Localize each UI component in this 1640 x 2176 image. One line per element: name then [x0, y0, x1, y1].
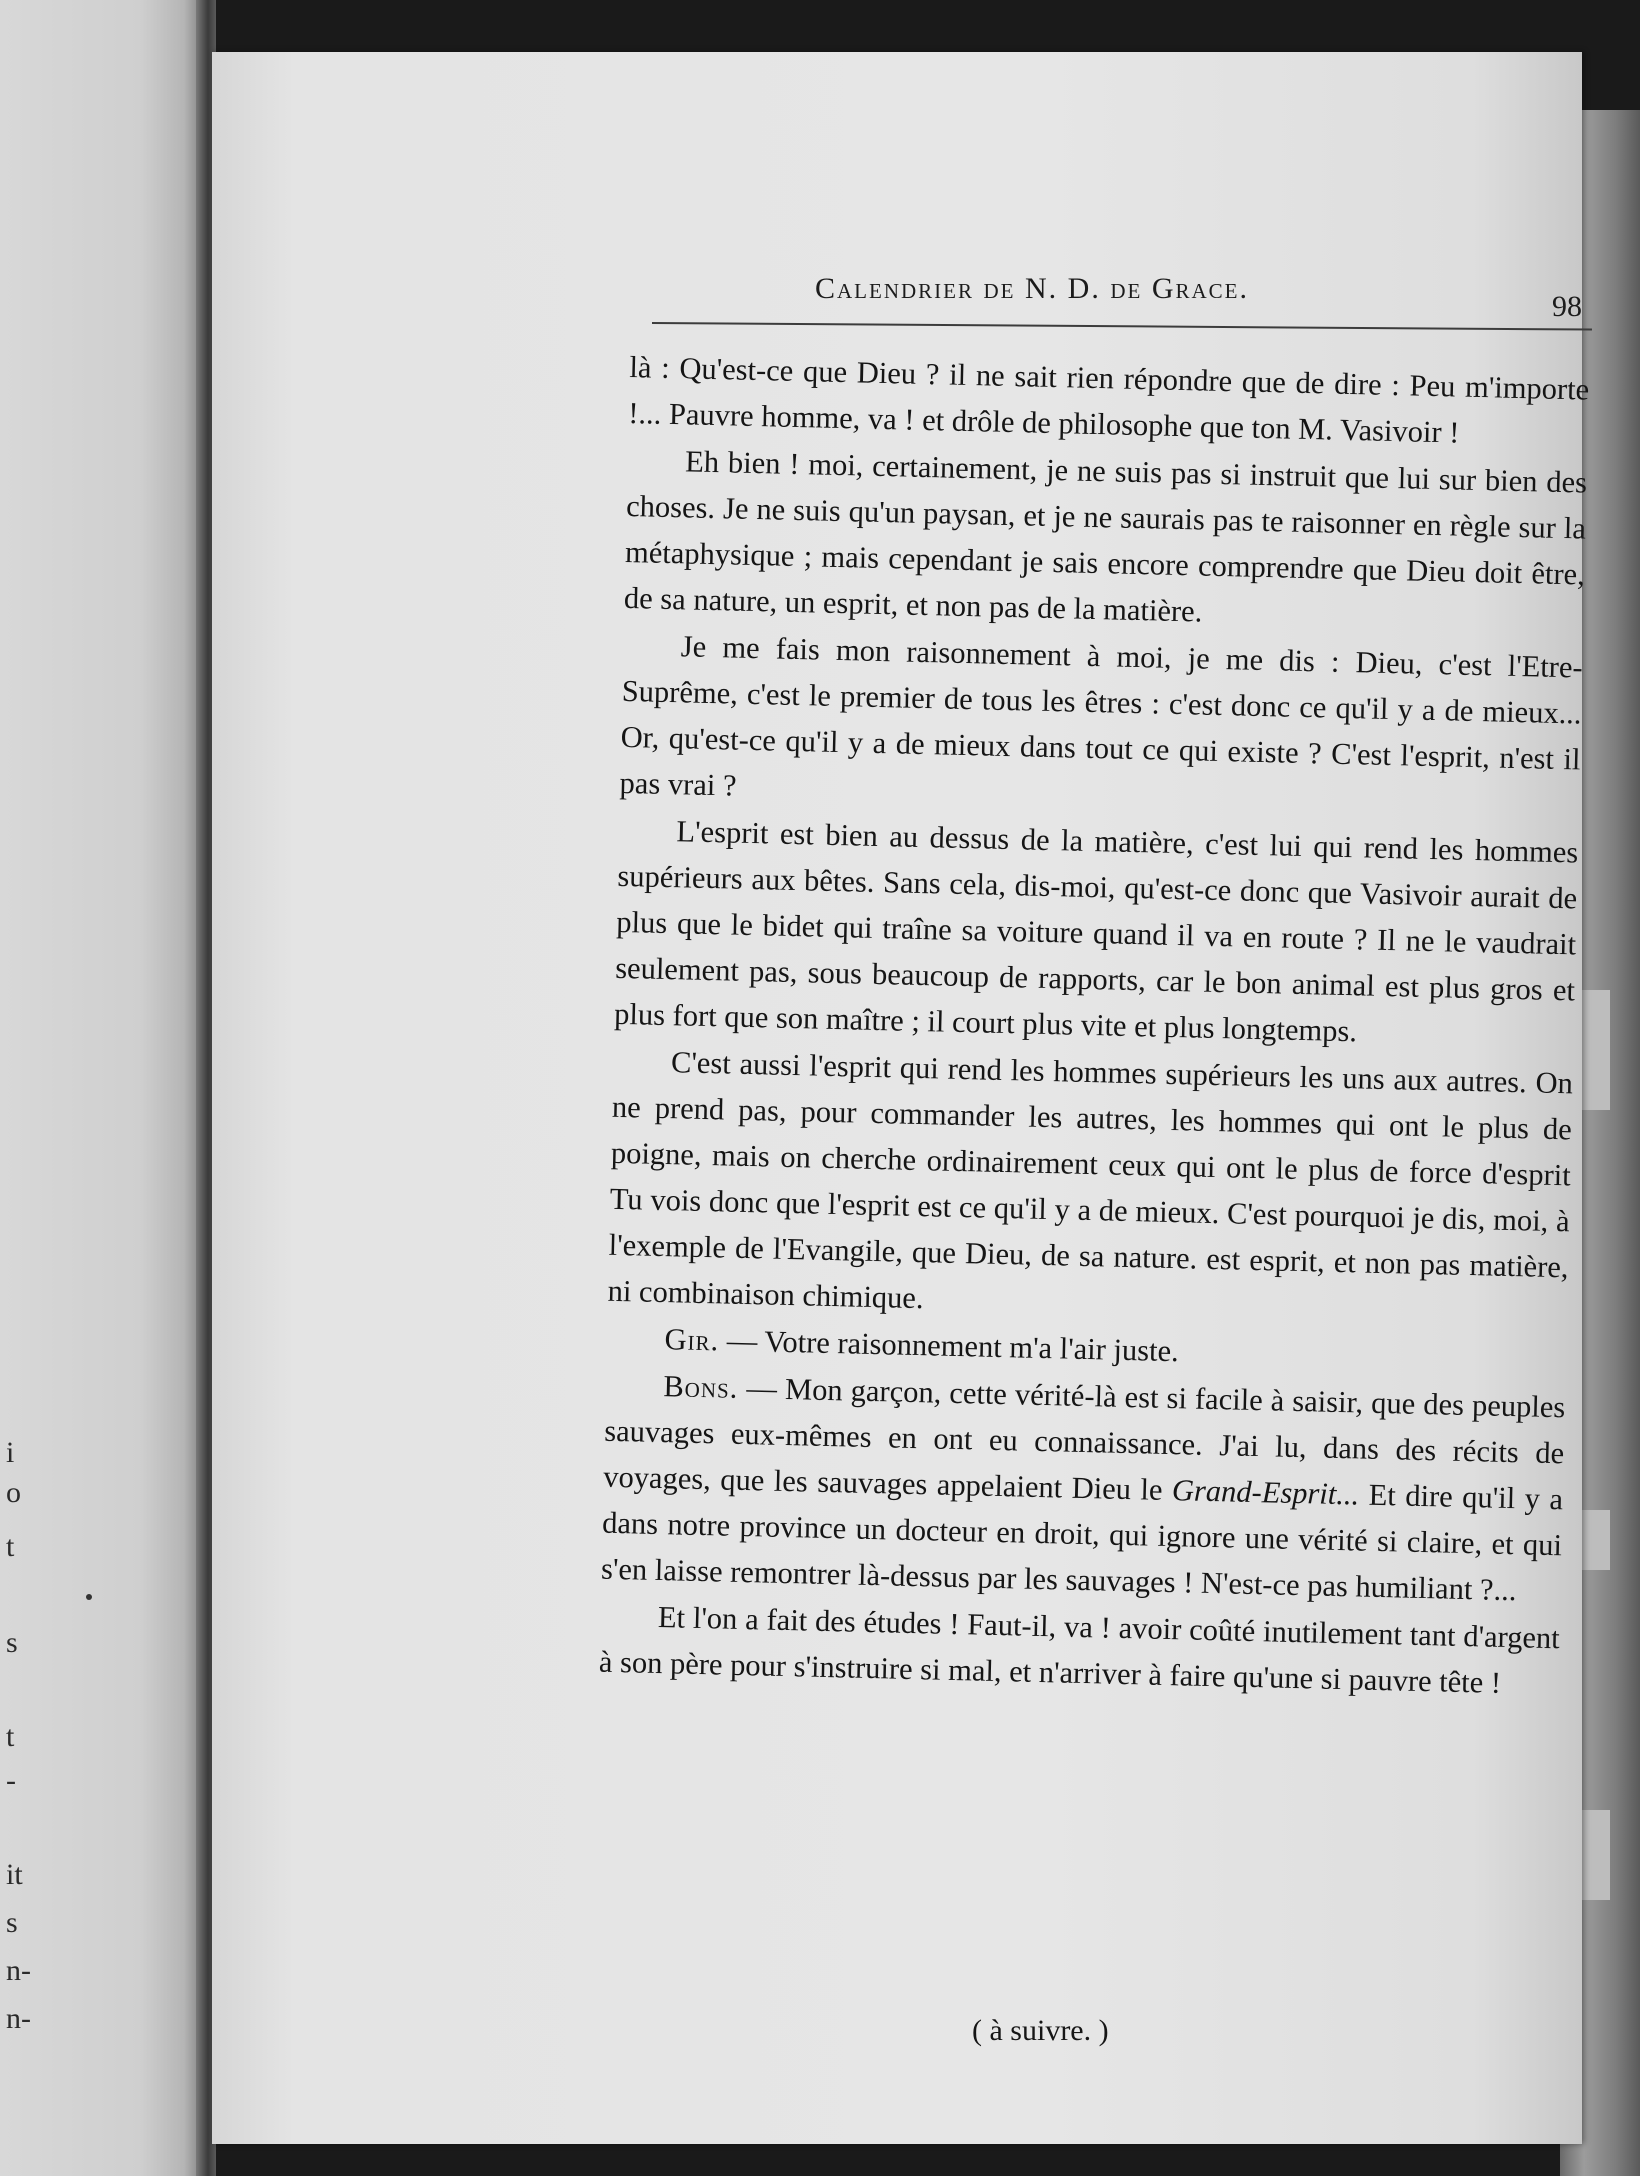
left-fragment: n- — [6, 1954, 31, 1987]
paragraph-text: L'esprit est bien au dessus de la matière, c'est lui qui rend les hommes supérieurs aux bêtes. Sans cela, dis-moi, qu'est-ce donc que Vasivoir aurait de plus que le bidet qui traîne sa voiture quand il va en route ? Il ne le vaudrait seulement pas, sous beaucoup de rapports, car le bon animal est plus gros et plus fort que son maître ; il court plus vite et plus longtemps. — [613, 814, 1579, 1049]
paragraph-text: Je me fais mon raisonnement à moi, je me dis : Dieu, c'est l'Etre-Suprême, c'est le premier de tous les êtres : c'est donc ce qu'il y a de mieux... Or, qu'est-ce qu'il y a de mieux dans tout ce qui existe ? C'est l'esprit, n'est il pas vrai ? — [619, 629, 1584, 803]
paragraph-text: Et l'on a fait des études ! Faut-il, va ! avoir coûté inutilement tant d'argent à son père pour s'instruire si mal, et n'arriver à faire qu'une si pauvre tête ! — [598, 1600, 1561, 1700]
continuation-note: ( à suivre. ) — [972, 2014, 1109, 2047]
speaker-name: Gir. — [664, 1322, 720, 1358]
left-fragment: i — [6, 1436, 15, 1469]
paragraph-text: Eh bien ! moi, certainement, je ne suis pas si instruit que lui sur bien des choses. Je ne suis qu'un paysan, et je ne saurais pas te raisonner en règle sur la métaphysique ; mais cependant je sais encore comprendre que Dieu doit être, de sa nature, un esprit, et non pas de la matière. — [623, 444, 1588, 629]
page-edge-notch — [1580, 1510, 1610, 1570]
paragraph-text: — Mon garçon, cette vérité-là est si facile à saisir, que des peuples sauvages eux-mêmes en ont eu connaissance. J'ai lu, dans des récits de voyages, que les sauvages appelaient Dieu le — [602, 1370, 1566, 1508]
left-fragment: n- — [6, 2002, 31, 2035]
body-text — [598, 344, 1589, 1708]
running-head-title: Calendrier de N. D. de Grace. — [815, 272, 1249, 305]
italic-text: Grand-Esprit... — [1171, 1473, 1360, 1512]
paragraph — [614, 807, 1579, 1060]
page-number: 98 — [1552, 290, 1582, 323]
left-fragment: t — [6, 1530, 15, 1563]
paragraph — [601, 1362, 1566, 1615]
book-page — [212, 52, 1590, 2144]
previous-page-edge — [0, 0, 200, 2176]
left-fragment: s — [6, 1906, 18, 1939]
left-fragment: - — [6, 1764, 16, 1797]
page-edge-notch — [1580, 1810, 1610, 1900]
paragraph — [619, 622, 1583, 829]
paragraph — [607, 1038, 1573, 1337]
ink-speck — [86, 1594, 92, 1600]
left-fragment: it — [6, 1858, 23, 1891]
header-rule — [652, 322, 1592, 331]
paragraph — [623, 437, 1587, 644]
paragraph-text: là : Qu'est-ce que Dieu ? il ne sait rien répondre que de dire : Peu m'importe !... Pauvre homme, va ! et drôle de philosophe que ton M. Vasivoir ! — [627, 349, 1590, 450]
page-edge-notch — [1580, 990, 1610, 1110]
left-fragment: t — [6, 1720, 15, 1753]
paragraph-text: Et dire qu'il y a dans notre province un docteur en droit, qui ignore une vérité si claire, et qui s'en laisse remontrer là-dessus par les sauvages ! N'est-ce pas humiliant ?... — [600, 1477, 1564, 1608]
paragraph-text: — Votre raisonnement m'a l'air juste. — [718, 1323, 1180, 1369]
paragraph-text: C'est aussi l'esprit qui rend les hommes supérieurs les uns aux autres. On ne prend pas, pour commander les autres, les hommes qui ont le plus de poigne, mais on cherche ordinairement ceux qui ont le plus de force d'esprit Tu vois donc que l'esprit est ce qu'il y a de mieux. C'est pourquoi je dis, moi, à l'exemple de l'Evangile, que Dieu, de sa nature. est esprit, et non pas matière, ni combinaison chimique. — [607, 1045, 1574, 1316]
left-fragment: s — [6, 1626, 18, 1659]
left-fragment: o — [6, 1476, 21, 1509]
speaker-name: Bons. — [663, 1369, 739, 1405]
